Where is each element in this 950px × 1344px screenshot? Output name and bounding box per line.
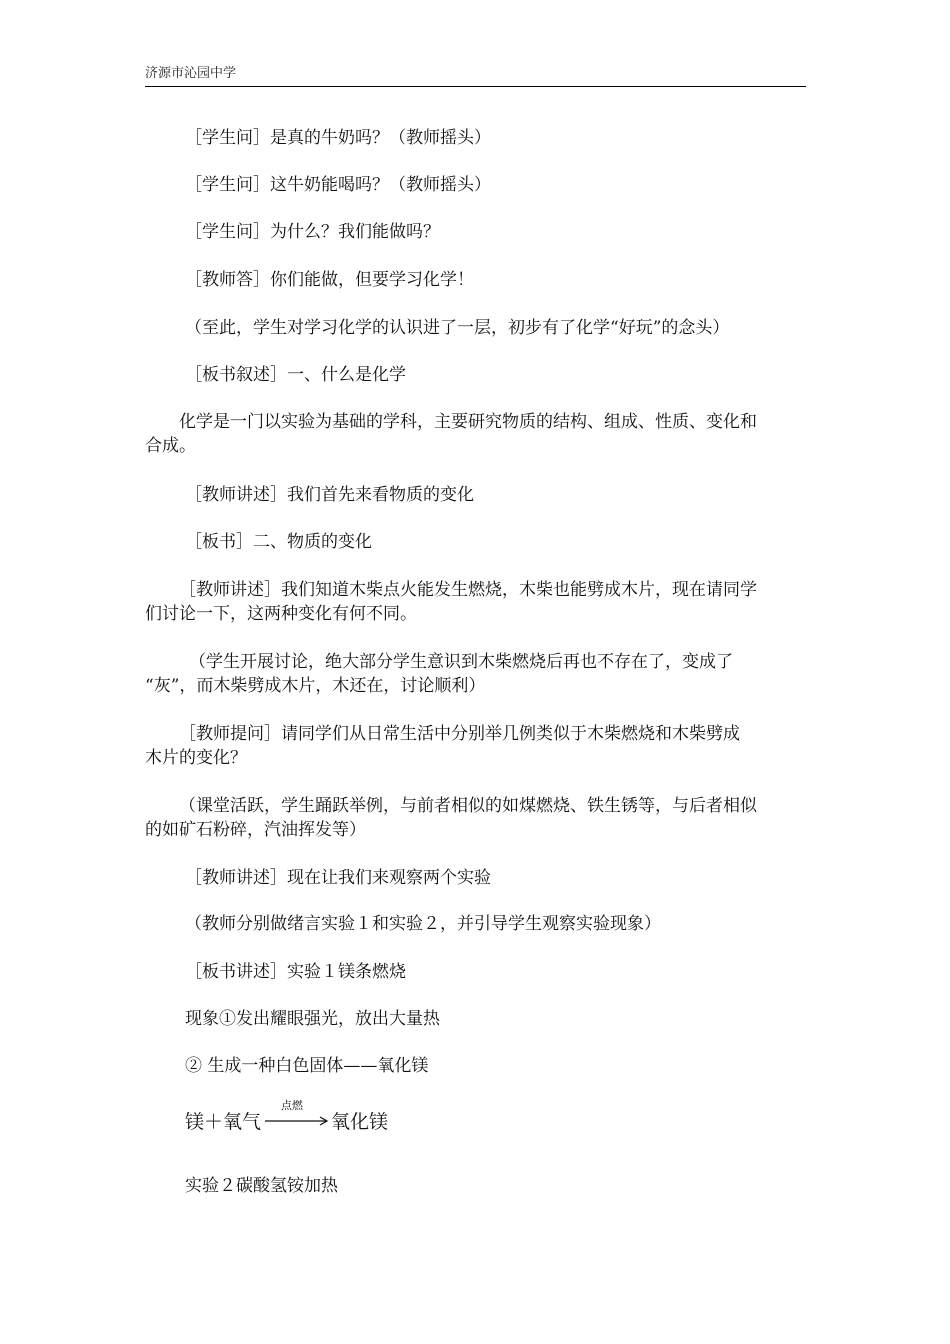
text-line: 木片的变化？ <box>145 748 247 768</box>
teacher-narration-1: ［教师讲述］我们首先来看物质的变化 <box>185 485 474 505</box>
student-question-2: ［学生问］这牛奶能喝吗？（教师摇头） <box>185 175 491 195</box>
student-discussion <box>145 650 733 698</box>
equation-condition: 点燃 <box>281 1099 303 1112</box>
text-line: 化学是一门以实验为基础的学科，主要研究物质的结构、组成、性质、变化和 <box>179 412 757 432</box>
board-experiment-1: ［板书讲述］实验１镁条燃烧 <box>185 962 406 982</box>
text-line: （课堂活跃，学生踊跃举例，与前者相似的如煤燃烧、铁生锈等，与后者相似 <box>179 796 757 816</box>
teacher-answer: ［教师答］你们能做，但要学习化学！ <box>185 270 474 290</box>
page-header <box>145 66 806 87</box>
text-line: “灰”，而木柴劈成木片，木还在，讨论顺利） <box>145 676 486 696</box>
text-line: 合成。 <box>145 436 196 456</box>
phenomenon-2: ② 生成一种白色固体——氧化镁 <box>185 1056 429 1076</box>
equation-product: 氧化镁 <box>331 1111 389 1133</box>
text-line: 们讨论一下，这两种变化有何不同。 <box>145 604 417 624</box>
experiment-note: （教师分别做绪言实验１和实验２，并引导学生观察实验现象） <box>185 914 661 934</box>
chemistry-definition <box>145 410 757 458</box>
equation-reactants: 镁＋氧气 <box>185 1111 262 1133</box>
text-line: ［教师讲述］我们知道木柴点火能发生燃烧，木柴也能劈成木片，现在请同学 <box>179 580 757 600</box>
experiment-2-heading: 实验２碳酸氢铵加热 <box>185 1176 338 1196</box>
text-line: ［教师提问］请同学们从日常生活中分别举几例类似于木柴燃烧和木柴劈成 <box>179 724 740 744</box>
chemical-equation <box>185 1100 425 1140</box>
student-question-3: ［学生问］为什么？我们能做吗？ <box>185 222 440 242</box>
board-heading-1: ［板书叙述］一、什么是化学 <box>185 365 406 385</box>
board-heading-2: ［板书］二、物质的变化 <box>185 532 372 552</box>
teacher-question <box>145 722 740 770</box>
phenomenon-1: 现象①发出耀眼强光，放出大量热 <box>185 1009 440 1029</box>
note-interest: （至此，学生对学习化学的认识进了一层，初步有了化学“好玩”的念头） <box>185 318 730 338</box>
text-line: （学生开展讨论，绝大部分学生意识到木柴燃烧后再也不存在了，变成了 <box>189 652 733 672</box>
teacher-narration-3: ［教师讲述］现在让我们来观察两个实验 <box>185 868 491 888</box>
reaction-arrow-icon <box>265 1115 329 1127</box>
student-question-1: ［学生问］是真的牛奶吗？（教师摇头） <box>185 128 491 148</box>
teacher-narration-2 <box>145 578 757 626</box>
text-line: 的如矿石粉碎，汽油挥发等） <box>145 820 366 840</box>
header-school-name: 济源市沁园中学 <box>145 66 237 81</box>
class-activity <box>145 794 757 842</box>
